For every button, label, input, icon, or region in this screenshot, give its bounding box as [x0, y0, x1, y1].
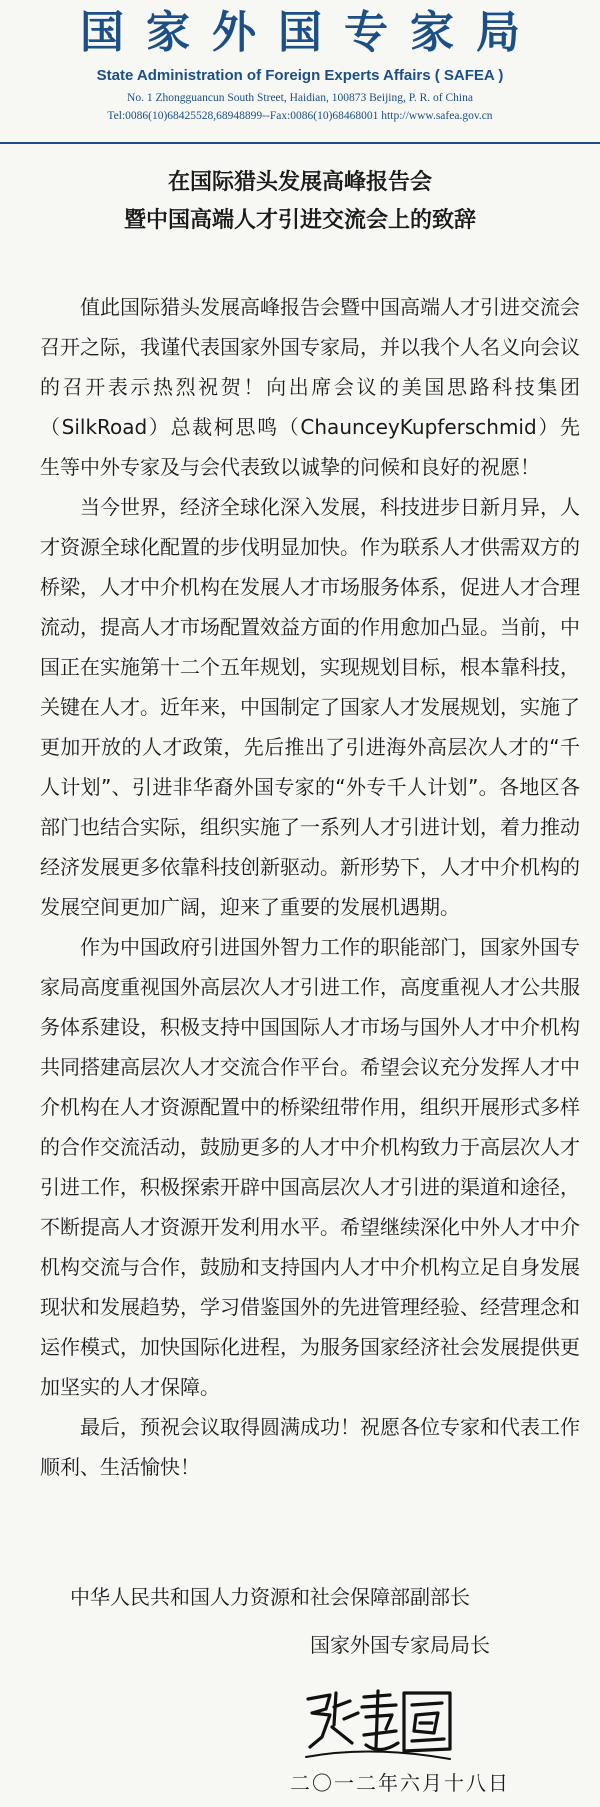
speech-body [40, 287, 580, 1487]
org-address: No. 1 Zhongguancun South Street, Haidian, 100873 Beijing, P. R. of China [127, 92, 473, 104]
org-contact: Tel:0086(10)68425528,68948899--Fax:0086(10)68468001 http://www.safea.gov.cn [107, 110, 493, 122]
paragraph-2: 当今世界，经济全球化深入发展，科技进步日新月异，人才资源全球化配置的步伐明显加快。作为联系人才供需双方的桥梁，人才中介机构在发展人才市场服务体系，促进人才合理流动，提高人才市场配置效益方面的作用愈加凸显。当前，中国正在实施第十二个五年规划，实现规划目标，根本靠科技，关键在人才。近年来，中国制定了国家人才发展规划，实施了更加开放的人才政策，先后推出了引进海外高层次人才的“千人计划”、引进非华裔外国专家的“外专千人计划”。各地区各部门也结合实际，组织实施了一系列人才引进计划，着力推动经济发展更多依靠科技创新驱动。新形势下，人才中介机构的发展空间更加广阔，迎来了重要的发展机遇期。 [40, 495, 580, 919]
org-name-en: State Administration of Foreign Experts Affairs ( SAFEA ) [96, 67, 504, 84]
paragraph-4: 最后，预祝会议取得圆满成功！祝愿各位专家和代表工作顺利、生活愉快！ [40, 1415, 580, 1479]
paragraph-1: 值此国际猎头发展高峰报告会暨中国高端人才引进交流会召开之际，我谨代表国家外国专家局，并以我个人名义向会议的召开表示热烈祝贺！向出席会议的美国思路科技集团（SilkRoad）总裁柯思鸣（ChaunceyKupferschmid）先生等中外专家及与会代表致以诚挚的问候和良好的祝愿！ [40, 295, 580, 479]
org-name-cn: 国家外国专家局 [80, 7, 542, 58]
signature-date: 二〇一二年六月十八日 [290, 1771, 510, 1795]
handwritten-signature [300, 1685, 460, 1765]
title-line-1: 在国际猎头发展高峰报告会 [167, 170, 432, 195]
letterhead-divider [0, 142, 600, 144]
signer-position-1: 中华人民共和国人力资源和社会保障部副部长 [70, 1585, 470, 1609]
paragraph-3: 作为中国政府引进国外智力工作的职能部门，国家外国专家局高度重视国外高层次人才引进工作，高度重视人才公共服务体系建设，积极支持中国国际人才市场与国外人才中介机构共同搭建高层次人才交流合作平台。希望会议充分发挥人才中介机构在人才资源配置中的桥梁纽带作用，组织开展形式多样的合作交流活动，鼓励更多的人才中介机构致力于高层次人才引进工作，积极探索开辟中国高层次人才引进的渠道和途径，不断提高人才资源开发利用水平。希望继续深化中外人才中介机构交流与合作，鼓励和支持国内人才中介机构立足自身发展现状和发展趋势，学习借鉴国外的先进管理经验、经营理念和运作模式，加快国际化进程，为服务国家经济社会发展提供更加坚实的人才保障。 [40, 935, 580, 1399]
letterhead [0, 0, 600, 142]
title-line-2: 暨中国高端人才引进交流会上的致辞 [123, 208, 476, 233]
signer-position-2: 国家外国专家局局长 [310, 1633, 490, 1657]
